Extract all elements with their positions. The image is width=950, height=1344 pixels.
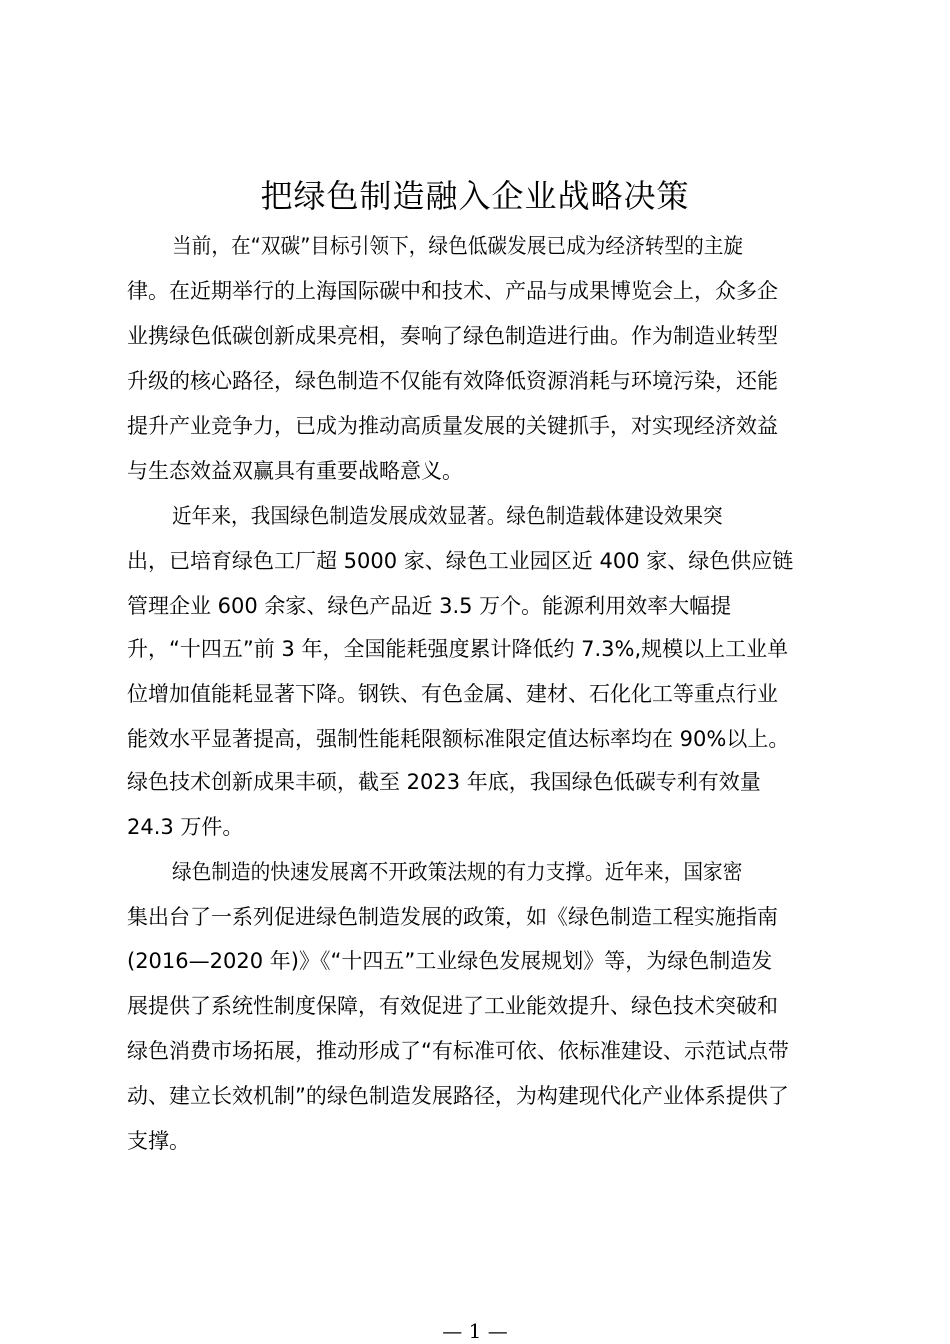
paragraph-3-line-6: 动、建立长效机制”的绿色制造发展路径，为构建现代化产业体系提供了 xyxy=(127,1084,789,1108)
page-number: — 1 — xyxy=(442,1319,508,1343)
paragraph-1-line-3: 业携绿色低碳创新成果亮相，奏响了绿色制造进行曲。作为制造业转型 xyxy=(127,324,778,348)
paragraph-1-line-6: 与生态效益双赢具有重要战略意义。 xyxy=(127,459,463,483)
paragraph-2-line-5: 位增加值能耗显著下降。钢铁、有色金属、建材、石化化工等重点行业 xyxy=(127,682,778,706)
paragraph-1-line-2: 律。在近期举行的上海国际碳中和技术、产品与成果博览会上，众多企 xyxy=(127,279,778,303)
paragraph-2-line-1: 近年来，我国绿色制造发展成效显著。绿色制造载体建设效果突 xyxy=(172,504,723,528)
paragraph-3-line-4: 展提供了系统性制度保障，有效促进了工业能效提升、绿色技术突破和 xyxy=(127,994,778,1018)
paragraph-1-line-4: 升级的核心路径，绿色制造不仅能有效降低资源消耗与环境污染，还能 xyxy=(127,369,778,393)
paragraph-1-line-1: 当前，在“双碳”目标引领下，绿色低碳发展已成为经济转型的主旋 xyxy=(172,234,744,258)
paragraph-2-line-7: 绿色技术创新成果丰硕，截至 2023 年底，我国绿色低碳专利有效量 xyxy=(127,770,761,794)
paragraph-2-line-3: 管理企业 600 余家、绿色产品近 3.5 万个。能源利用效率大幅提 xyxy=(127,594,732,618)
paragraph-3-line-2: 集出台了一系列促进绿色制造发展的政策，如《绿色制造工程实施指南 xyxy=(127,905,778,929)
paragraph-3-line-1: 绿色制造的快速发展离不开政策法规的有力支撑。近年来，国家密 xyxy=(172,860,743,884)
paragraph-2-line-6: 能效水平显著提高，强制性能耗限额标准限定值达标率均在 90%以上。 xyxy=(127,727,790,751)
paragraph-3-line-7: 支撑。 xyxy=(127,1129,190,1153)
document-title: 把绿色制造融入企业战略决策 xyxy=(260,177,690,215)
paragraph-3-line-5: 绿色消费市场拓展，推动形成了“有标准可依、依标准建设、示范试点带 xyxy=(127,1039,789,1063)
paragraph-2-line-2: 出，已培育绿色工厂超 5000 家、绿色工业园区近 400 家、绿色供应链 xyxy=(127,549,794,573)
paragraph-1-line-5: 提升产业竞争力，已成为推动高质量发展的关键抓手，对实现经济效益 xyxy=(127,414,778,438)
paragraph-3-line-3: (2016—2020 年)》《“十四五”工业绿色发展规划》等，为绿色制造发 xyxy=(127,949,773,973)
paragraph-2-line-8: 24.3 万件。 xyxy=(127,815,244,839)
paragraph-2-line-4: 升，“十四五”前 3 年，全国能耗强度累计降低约 7.3%,规模以上工业单 xyxy=(127,637,789,661)
